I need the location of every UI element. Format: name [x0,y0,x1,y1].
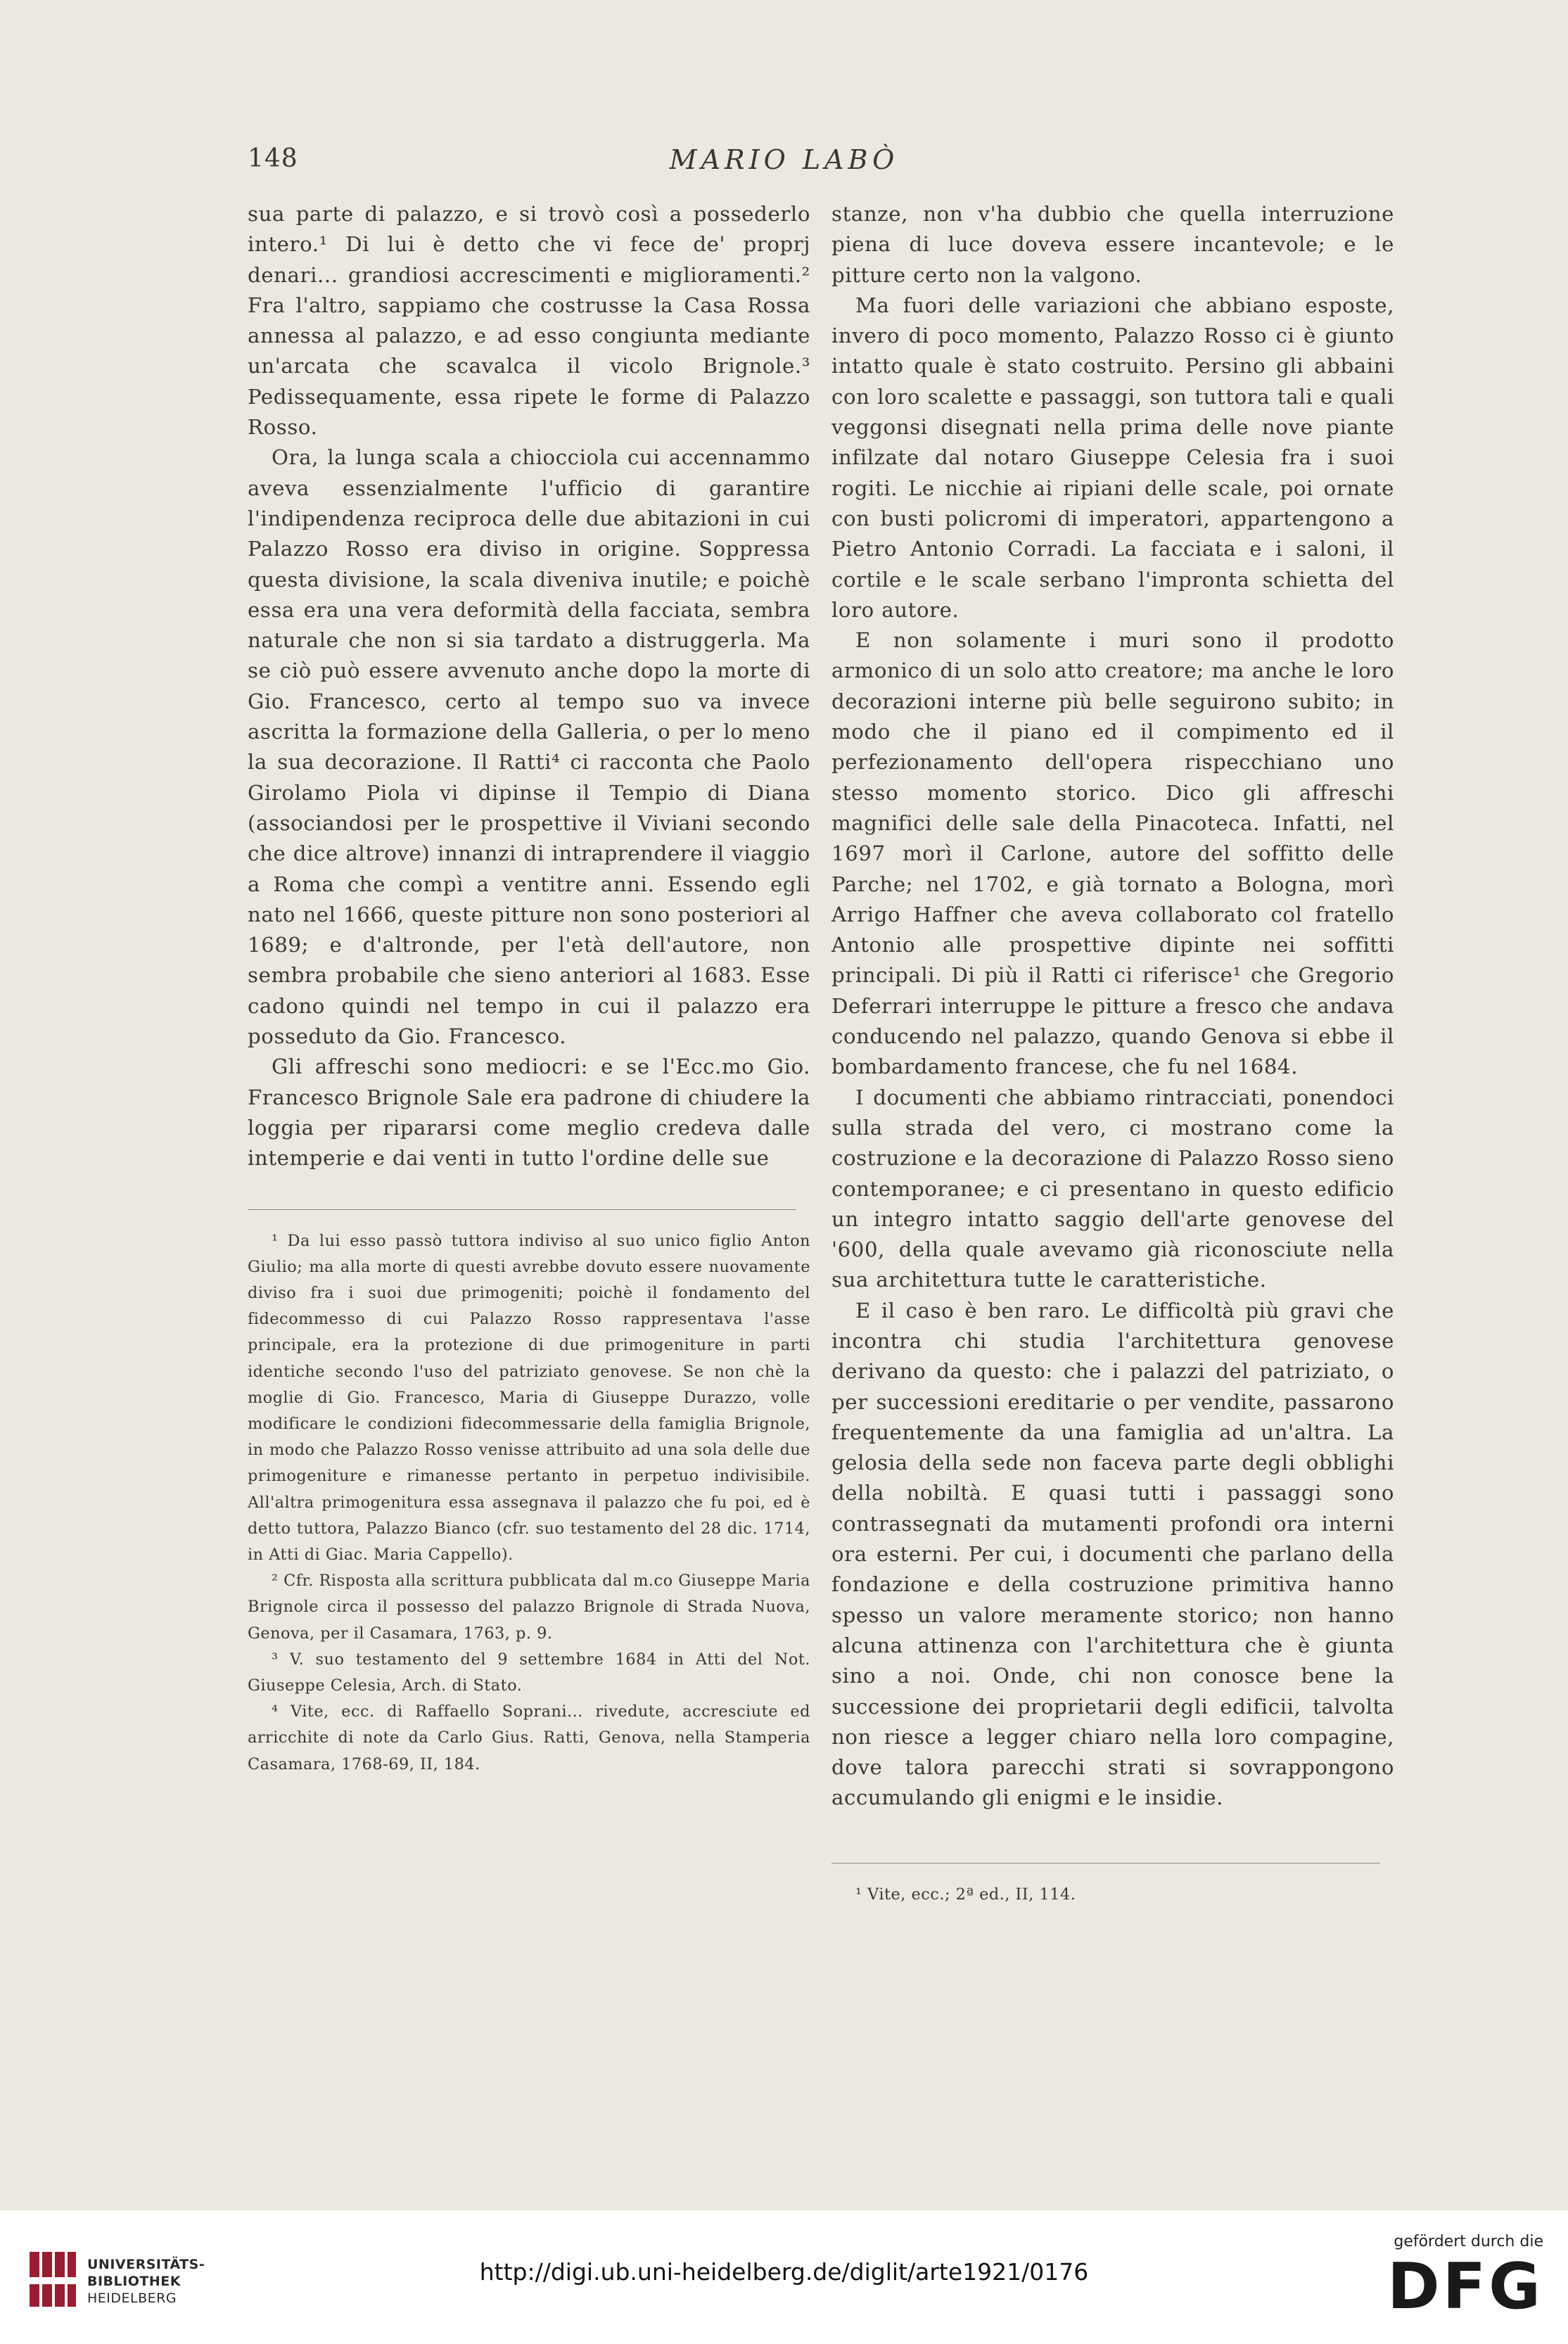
right-body-text [831,199,1394,1814]
right-footnotes [831,1882,1394,1908]
footnote: ³ V. suo testamento del 9 settembre 1684 in Atti del Not. Giuseppe Celesia, Arch. di Stato. [248,1650,810,1695]
footnote: ¹ Vite, ecc.; 2ª ed., II, 114. [855,1885,1076,1904]
footnote: ⁴ Vite, ecc. di Raffaello Soprani... rivedute, accresciute ed arricchite di note da Carlo Gius. Ratti, Genova, nella Stamperia Casamara, 1768-69, II, 184. [248,1702,810,1773]
sponsor-label: gefördert durch die [1394,2233,1543,2250]
left-body-text [248,199,810,1174]
paragraph: E il caso è ben raro. Le difficoltà più gravi che incontra chi studia l'architettura genovese derivano da questo: che i palazzi del patriziato, o per successioni ereditarie o per vendite, passarono frequentemente da una famiglia ad un'altra. La gelosia della sede non faceva parte degli obblighi della nobiltà. E quasi tutti i passaggi sono contrassegnati da mutamenti profondi ora interni ora esterni. Per cui, i documenti che parlano della fondazione e della costruzione primitiva hanno spesso un valore meramente storico; non hanno alcuna attinenza con l'architettura che è giunta sino a noi. Onde, chi non conosce bene la successione dei proprietarii degli edificii, talvolta non riesce a legger chiaro nella loro compagine, dove talora parecchi strati si sovrappongono accumulando gli enigmi e le insidie. [831,1298,1394,1810]
running-head: MARIO LABÒ [669,144,899,175]
paragraph: E non solamente i muri sono il prodotto armonico di un solo atto creatore; ma anche le loro decorazioni interne più belle seguirono subito; in modo che il piano ed il compimento ed il perfezionamento dell'opera rispecchiano uno stesso momento storico. Dico gli affreschi magnifici delle sale della Pinacoteca. Infatti, nel 1697 morì il Carlone, autore del soffitto delle Parche; nel 1702, e già tornato a Bologna, morì Arrigo Haffner che aveva collaborato col fratello Antonio alle prospettive dipinte nei soffitti principali. Di più il Ratti ci riferisce¹ che Gregorio Deferrari interruppe le pitture a fresco che andava conducendo nel palazzo, quando Genova si ebbe il bombardamento francese, che fu nel 1684. [831,628,1394,1079]
paragraph: Gli affreschi sono mediocri: e se l'Ecc.mo Gio. Francesco Brignole Sale era padrone di chiudere la loggia per ripararsi come meglio credeva dalle intemperie e dai venti in tutto l'ordine delle sue [248,1055,810,1171]
paragraph: I documenti che abbiamo rintracciati, ponendoci sulla strada del vero, ci mostrano come la costruzione e la decorazione di Palazzo Rosso sieno contemporanee; e ci presentano in questo edificio un integro intatto saggio dell'arte genovese del '600, della quale avevamo già riconosciute nella sua architettura tutte le caratteristiche. [831,1085,1394,1292]
footnote-rule [831,1863,1380,1864]
paragraph: Ora, la lunga scala a chiocciola cui accennammo aveva essenzialmente l'ufficio di garantire l'indipendenza reciproca delle due abitazioni in cui Palazzo Rosso era diviso in origine. Soppressa questa divisione, la scala diveniva inutile; e poichè essa era una vera deformità della facciata, sembra naturale che non si sia tardato a distruggerla. Ma se ciò può essere avvenuto anche dopo la morte di Gio. Francesco, certo al tempo suo va invece ascritta la formazione della Galleria, o per lo meno la sua decorazione. Il Ratti⁴ ci racconta che Paolo Girolamo Piola vi dipinse il Tempio di Diana (associandosi per le prospettive il Viviani secondo che dice altrove) innanzi di intraprendere il viaggio a Roma che compì a ventitre anni. Essendo egli nato nel 1666, queste pitture non sono posteriori al 1689; e d'altronde, per l'età dell'autore, non sembra probabile che sieno anteriori al 1683. Esse cadono quindi nel tempo in cui il palazzo era posseduto da Gio. Francesco. [248,445,810,1049]
dfg-logo-icon: DFG [1387,2250,1543,2324]
footnote: ² Cfr. Risposta alla scrittura pubblicata dal m.co Giuseppe Maria Brignole circa il possesso del palazzo Brignole di Strada Nuova, Genova, per il Casamara, 1763, p. 9. [248,1572,810,1643]
digitization-footer [0,2210,1568,2344]
sponsor-block[interactable] [1346,2233,1543,2324]
right-column [831,199,1394,1908]
page-number: 148 [248,144,298,173]
footnote-rule [248,1209,796,1210]
paragraph: Ma fuori delle variazioni che abbiano esposte, invero di poco momento, Palazzo Rosso ci è giunto intatto quale è stato costruito. Persino gli abbaini con loro scalette e passaggi, son tuttora tali e quali veggonsi disegnati nella prima delle nove piante infilzate dal notaro Giuseppe Celesia fra i suoi rogiti. Le nicchie ai ripiani delle scale, poi ornate con busti policromi di imperatori, appartengono a Pietro Antonio Corradi. La facciata e i saloni, il cortile e le scale serbano l'impronta schietta del loro autore. [831,293,1394,622]
page-header [0,144,1568,186]
left-footnotes [248,1228,810,1778]
paragraph: sua parte di palazzo, e si trovò così a possederlo intero.¹ Di lui è detto che vi fece de' proprj denari... grandiosi accrescimenti e miglioramenti.² Fra l'altro, sappiamo che costrusse la Casa Rossa annessa al palazzo, e ad esso congiunta mediante un'arcata che scavalca il vicolo Brignole.³ Pedissequamente, essa ripete le forme di Palazzo Rosso. [248,202,810,440]
left-column [248,199,810,1778]
permalink-url[interactable]: http://digi.ub.uni-heidelberg.de/diglit/arte1921/0176 [479,2258,1089,2286]
footnote: ¹ Da lui esso passò tuttora indiviso al suo unico figlio Anton Giulio; ma alla morte di questi avrebbe dovuto essere nuovamente diviso fra i suoi due primogeniti; poichè il fondamento del fidecommesso di cui Palazzo Rosso rappresentava l'asse principale, era la protezione di due primogeniture in parti identiche secondo l'uso del patriziato genovese. Se non chè la moglie di Gio. Francesco, Maria di Giuseppe Durazzo, volle modificare le condizioni fidecommessarie della famiglia Brignole, in modo che Palazzo Rosso venisse attribuito ad una sola delle due primogeniture e rimanesse pertanto in perpetuo indivisibile. All'altra primogenitura essa assegnava il palazzo che fu poi, ed è detto tuttora, Palazzo Bianco (cfr. suo testamento del 28 dic. 1714, in Atti di Giac. Maria Cappello). [248,1231,810,1564]
library-name: UNIVERSITÄTS- BIBLIOTHEK HEIDELBERG [87,2257,205,2306]
paragraph: stanze, non v'ha dubbio che quella interruzione piena di luce doveva essere incantevole; e le pitture certo non la valgono. [831,202,1394,287]
